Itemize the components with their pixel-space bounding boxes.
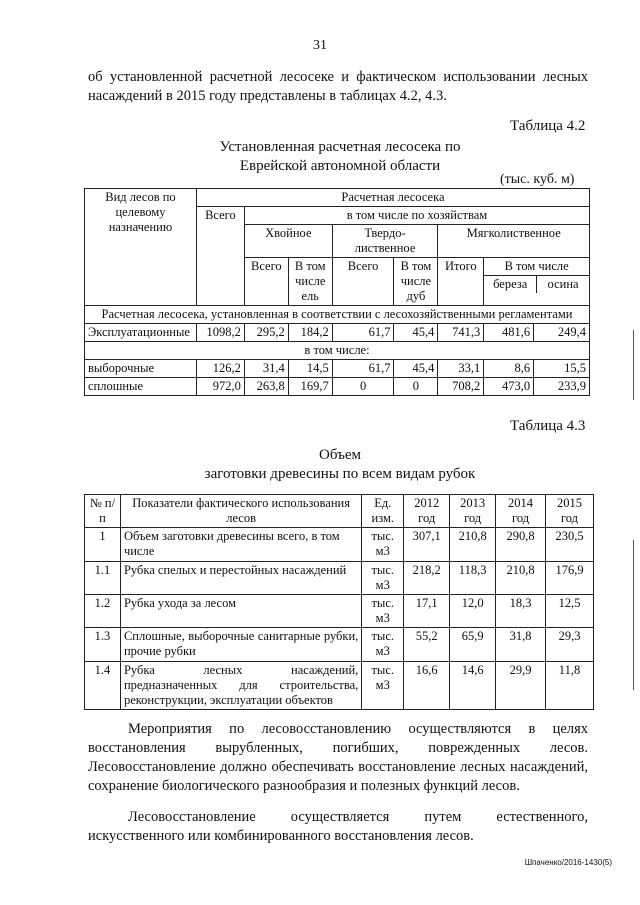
table-cell: тыс. м3	[362, 628, 404, 662]
table-cell: 0	[332, 378, 394, 396]
table-cell: 17,1	[404, 595, 450, 628]
table-cell: 184,2	[288, 324, 332, 342]
t42-section-row: Расчетная лесосека, установленная в соответствии с лесохозяйственными регламентами	[85, 306, 590, 324]
table-cell: 33,1	[438, 360, 484, 378]
t42-h-kind: Вид лесов по целевому назначению	[85, 189, 197, 306]
table-cell: 169,7	[288, 378, 332, 396]
table-row	[85, 562, 594, 595]
t42-h-soft-incl-cell	[484, 258, 590, 306]
t42-h-hard-incl: В том числе дуб	[394, 258, 438, 306]
table-cell: Сплошные, выборочные санитарные рубки, прочие рубки	[120, 628, 361, 662]
t42-h-conifer-incl: В том числе ель	[288, 258, 332, 306]
table-cell: Рубка лесных насаждений, предназначенных для строительства, реконструкции, эксплуатации объектов	[120, 662, 361, 710]
t43-h-year-2012: 2012 год	[404, 495, 450, 528]
t42-h-soft-total: Итого	[438, 258, 484, 306]
t42-h-calc: Расчетная лесосека	[196, 189, 589, 207]
t42-h-hard-total: Всего	[332, 258, 394, 306]
table-cell: 210,8	[496, 562, 546, 595]
intro-paragraph: об установленной расчетной лесосеке и фактическом использовании лесных насаждений в 2015 году представлены в таблицах 4.2, 4.3.	[88, 69, 588, 104]
table-cell: 741,3	[438, 324, 484, 342]
table42-title-line2: Еврейской автономной области	[239, 158, 441, 174]
table-cell: 230,5	[546, 528, 594, 562]
table-cell: 1	[85, 528, 121, 562]
table-cell: 0	[394, 378, 438, 396]
table43-title	[150, 446, 530, 484]
table-cell: 473,0	[484, 378, 534, 396]
t43-h-num: № п/п	[85, 495, 121, 528]
table-row	[85, 662, 594, 710]
table-cell: 118,3	[450, 562, 496, 595]
table-cell: 18,3	[496, 595, 546, 628]
t42-row2-name: сплошные	[85, 378, 197, 396]
t42-h-aspen: осина	[547, 277, 579, 291]
t42-h-hard: Твердо-лиственное	[332, 225, 438, 258]
table-cell: 11,8	[546, 662, 594, 710]
table-cell: 8,6	[484, 360, 534, 378]
table-row	[85, 595, 594, 628]
table-cell: 295,2	[244, 324, 288, 342]
table-row	[85, 324, 590, 342]
t42-h-total: Всего	[196, 207, 244, 306]
table-cell: 210,8	[450, 528, 496, 562]
table-cell: 45,4	[394, 360, 438, 378]
table-cell: Объем заготовки древесины всего, в том числе	[120, 528, 361, 562]
t42-row0-name: Эксплуатационные	[85, 324, 197, 342]
paragraph-reforestation-methods: Лесовосстановление осуществляется путем естественного, искусственного или комбинированного восстановления лесов.	[88, 809, 588, 844]
t42-row1-name: выборочные	[85, 360, 197, 378]
table-cell: 290,8	[496, 528, 546, 562]
t42-h-incl-farms: в том числе по хозяйствам	[244, 207, 589, 225]
t43-h-year-2013: 2013 год	[450, 495, 496, 528]
table-cell: 12,0	[450, 595, 496, 628]
table-cell: 307,1	[404, 528, 450, 562]
t42-h-soft: Мягколиственное	[438, 225, 590, 258]
table-cell: 31,8	[496, 628, 546, 662]
table-row	[85, 628, 594, 662]
table43-title-line2: заготовки древесины по всем видам рубок	[204, 466, 476, 482]
table-cell: 1098,2	[196, 324, 244, 342]
table43-caption: Таблица 4.3	[510, 418, 586, 434]
table-row	[85, 360, 590, 378]
table-cell: 29,9	[496, 662, 546, 710]
table-cell: 61,7	[332, 360, 394, 378]
table-cell: 218,2	[404, 562, 450, 595]
table-cell: Рубка спелых и перестойных насаждений	[120, 562, 361, 595]
table42-caption: Таблица 4.2	[510, 118, 586, 134]
table-cell: 65,9	[450, 628, 496, 662]
table43-title-line1: Объем	[319, 447, 361, 463]
t43-h-indicator: Показатели фактического использования лесов	[120, 495, 361, 528]
table-row	[85, 378, 590, 396]
table-cell: 1.3	[85, 628, 121, 662]
paragraph-reforestation-measures: Мероприятия по лесовосстановлению осуществляются в целях восстановления вырубленных, погибших, поврежденных лесов. Лесовосстановление должно обеспечивать восстановление лесных насаждений, сохранение биологического разнообразия и полезных функций лесов.	[88, 721, 588, 794]
table-cell: тыс. м3	[362, 662, 404, 710]
table-cell: 14,6	[450, 662, 496, 710]
table-cell: 972,0	[196, 378, 244, 396]
table-cell: тыс. м3	[362, 528, 404, 562]
table-cell: 1.4	[85, 662, 121, 710]
t43-h-year-2014: 2014 год	[496, 495, 546, 528]
table-cell: 1.1	[85, 562, 121, 595]
table-cell: тыс. м3	[362, 595, 404, 628]
t42-h-birch: береза	[484, 276, 537, 293]
table-cell: 708,2	[438, 378, 484, 396]
t43-h-year-2015: 2015 год	[546, 495, 594, 528]
t43-h-unit: Ед. изм.	[362, 495, 404, 528]
table-cell: 45,4	[394, 324, 438, 342]
table-cell: 481,6	[484, 324, 534, 342]
table-row	[85, 528, 594, 562]
table-cell: 14,5	[288, 360, 332, 378]
table-cell: 249,4	[534, 324, 590, 342]
table-cell: 126,2	[196, 360, 244, 378]
table-cell: 61,7	[332, 324, 394, 342]
table-cell: тыс. м3	[362, 562, 404, 595]
t42-h-conifer-total: Всего	[244, 258, 288, 306]
table-cell: 55,2	[404, 628, 450, 662]
page-edge-mark	[633, 540, 634, 690]
table-cell: 176,9	[546, 562, 594, 595]
table-cell: Рубка ухода за лесом	[120, 595, 361, 628]
table42-title-line1: Установленная расчетная лесосека по	[219, 139, 461, 155]
table-cell: 12,5	[546, 595, 594, 628]
table-cell: 263,8	[244, 378, 288, 396]
footer-code: Шпаченко/2016-1430(5)	[524, 858, 612, 867]
t42-h-conifer: Хвойное	[244, 225, 332, 258]
page-edge-mark	[633, 330, 634, 400]
table-cell: 16,6	[404, 662, 450, 710]
table-cell: 15,5	[534, 360, 590, 378]
table42	[84, 188, 590, 396]
t42-h-soft-incl: В том числе	[484, 258, 589, 276]
table42-units: (тыс. куб. м)	[500, 172, 575, 187]
table-cell: 233,9	[534, 378, 590, 396]
table42-title	[150, 138, 530, 176]
table-cell: 1.2	[85, 595, 121, 628]
table-cell: 29,3	[546, 628, 594, 662]
table-cell: 31,4	[244, 360, 288, 378]
t42-incl-row: в том числе:	[85, 342, 590, 360]
page-number: 31	[313, 38, 327, 53]
table43	[84, 494, 594, 710]
